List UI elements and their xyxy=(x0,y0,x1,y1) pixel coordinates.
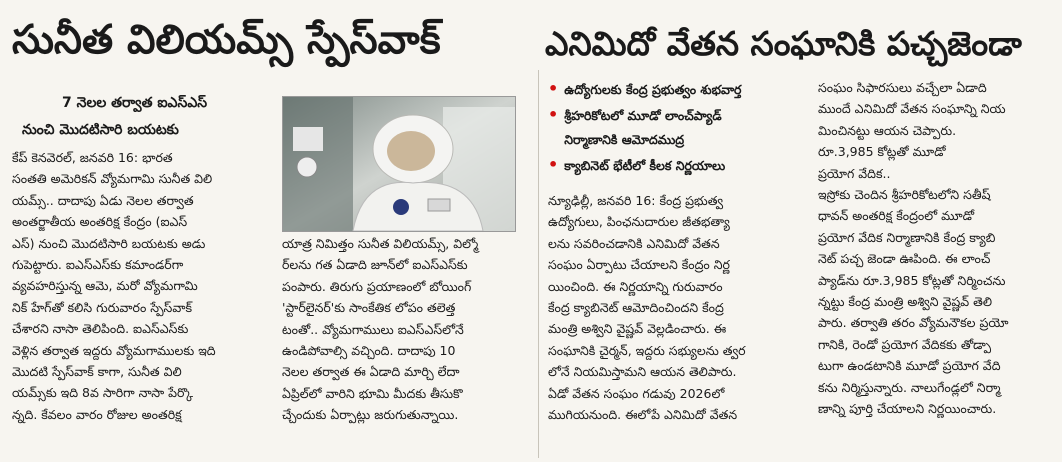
left-article-column-2 xyxy=(282,233,534,426)
bullet-dot-icon: • xyxy=(548,79,559,98)
article-line: ర్‌లను గత ఏడాది జూన్‌లో ఐఎస్ఎస్‌కు xyxy=(282,257,468,273)
left-headline: సునీత విలియమ్స్ స్పేస్‌వాక్ xyxy=(12,17,441,63)
article-line: లోనే నియమిస్తామని ఆయన తెలిపారు. xyxy=(548,364,737,380)
article-line: యాత్ర నిమిత్తం సునీత విలియమ్స్, విల్మో xyxy=(282,236,479,251)
article-line: ప్రయోగ వేదిక.. xyxy=(818,165,891,181)
left-subheading-1: 7 నెలల తర్వాత ఐఎస్ఎస్ xyxy=(62,95,208,111)
article-line: ణాన్ని పూర్తి చేయాలని నిర్ణయించారు. xyxy=(818,401,997,417)
article-line: సంతతి అమెరికన్ వ్యోమగామి సునీత విలి xyxy=(12,171,213,187)
article-line: రూ.3,985 కోట్లతో మూడో xyxy=(818,144,946,160)
article-line: ఎస్) నుంచి మొదటిసారి బయటకు అడు xyxy=(12,235,206,251)
article-line: చ్చేందుకు ఏర్పాట్లు జరుగుతున్నాయి. xyxy=(282,407,459,423)
article-line: సంఘం సిఫారసులు వచ్చేలా ఏడాది xyxy=(818,80,987,95)
article-line: కేంద్ర క్యాబినెట్ ఆమోదించిందని కేంద్ర xyxy=(548,300,724,316)
bullet-item xyxy=(548,104,810,152)
bullet-dot-icon: • xyxy=(548,105,559,124)
bullet-text: ఉద్యోగులకు కేంద్ర ప్రభుత్వం శుభవార్త xyxy=(564,82,742,97)
article-line: వెళ్లిన తర్వాత ఇద్దరు వ్యోమగాములకు ఇది xyxy=(12,342,216,358)
bullet-text: శ్రీహరికోటలో మూడో లాంచ్‌ప్యాడ్ xyxy=(564,108,722,123)
right-article-column-2 xyxy=(818,77,1058,420)
article-line: మొదటి స్పేస్‌వాక్ కాగా, సునీత విలి xyxy=(12,364,182,380)
article-line: సంఘం ఏర్పాటు చేయాలని కేంద్రం నిర్ణ xyxy=(548,257,730,273)
right-bullet-list xyxy=(548,78,810,180)
left-article-column-1 xyxy=(12,147,274,425)
article-line: సంఘానికి చైర్మన్, ఇద్దరు సభ్యులను త్వర xyxy=(548,342,746,358)
article-line: న్నట్టు కేంద్ర మంత్రి అశ్విని వైష్ణవ్ తెలి xyxy=(818,294,993,310)
article-line: ఏడో వేతన సంఘం గడువు 2026లో xyxy=(548,385,725,401)
article-line: కను నిర్మిస్తున్నారు. నాలుగేండ్లలో నిర్మా xyxy=(818,379,1001,395)
article-line: నిక్ హేగ్‌తో కలిసి గురువారం స్పేస్‌వాక్ xyxy=(12,299,193,315)
article-line: నెట్ పచ్చ జెండా ఊపింది. ఈ లాంచ్ xyxy=(818,251,991,267)
article-line: మంత్రి అశ్విని వైష్ణవ్ వెల్లడించారు. ఈ xyxy=(548,321,727,337)
article-line: మించినట్టు ఆయన చెప్పారు. xyxy=(818,122,957,138)
bullet-text: నిర్మాణానికి ఆమోదముద్ర xyxy=(564,132,685,147)
article-line: వ్యవహరిస్తున్న ఆమె, మరో వ్యోమగామి xyxy=(12,278,198,294)
article-line: పారు. తర్వాతి తరం వ్యోమనౌకల ప్రయో xyxy=(818,315,1009,331)
article-line: ఇస్రోకు చెందిన శ్రీహరికోటలోని సతీష్ xyxy=(818,187,991,203)
article-line: ప్యాడ్‌ను రూ.3,985 కోట్లతో నిర్మించను xyxy=(818,272,1006,288)
article-line: న్నది. కేవలం వారం రోజుల అంతరిక్ష xyxy=(12,406,182,422)
bullet-item xyxy=(548,78,810,102)
article-line: న్యూఢిల్లీ, జనవరి 16: కేంద్ర ప్రభుత్వ xyxy=(548,193,724,208)
article-line: ప్రయోగ వేదిక నిర్మాణానికి కేంద్ర క్యాబి xyxy=(818,229,996,245)
column-divider xyxy=(538,70,539,458)
article-line: కేప్ కెనవెరల్, జనవరి 16: భారత xyxy=(12,150,173,165)
article-line: టుగా ఉండటానికి మూడో ప్రయోగ వేది xyxy=(818,358,1001,374)
astronaut-photo xyxy=(282,96,516,232)
article-line: నెలల తర్వాత ఈ ఏడాది మార్చి లేదా xyxy=(282,364,460,380)
bullet-dot-icon: • xyxy=(548,155,559,174)
article-line: గానికి, రెండో ప్రయోగ వేదికకు తోడ్పా xyxy=(818,336,992,352)
article-line: ఉండిపోవాల్సి వచ్చింది. దాదాపు 10 xyxy=(282,343,456,359)
article-line: గుపెట్టారు. ఐఎస్ఎస్‌కు కమాండర్‌గా xyxy=(12,257,184,273)
article-line: ముగియనుంది. ఈలోపే ఎనిమిదో వేతన xyxy=(548,407,738,423)
article-line: లను సవరించడానికి ఎనిమిదో వేతన xyxy=(548,235,720,251)
article-line: యమ్స్.. దాదాపు ఏడు నెలల తర్వాత xyxy=(12,192,194,208)
article-line: ఉద్యోగులు, పింఛనుదారుల జీతభత్యా xyxy=(548,214,730,230)
article-line: ముందే ఎనిమిదో వేతన సంఘాన్ని నియ xyxy=(818,101,1006,117)
article-line: పంపారు. తిరుగు ప్రయాణంలో బోయింగ్ xyxy=(282,278,472,294)
article-line: టంతో.. వ్యోమగాములు ఐఎస్ఎస్‌లోనే xyxy=(282,321,464,337)
left-subheading-2: నుంచి మొదటిసారి బయటకు xyxy=(22,122,179,138)
article-line: యించింది. ఈ నిర్ణయాన్ని గురువారం xyxy=(548,278,723,294)
article-line: యమ్స్‌కు ఇది 8వ సారిగా నాసా పేర్కొ xyxy=(12,385,194,401)
right-article-column-1 xyxy=(548,190,810,425)
article-line: అంతర్జాతీయ అంతరిక్ష కేంద్రం (ఐఎస్ xyxy=(12,214,188,230)
article-line: ధావన్ అంతరిక్ష కేంద్రంలో మూడో xyxy=(818,208,975,224)
article-line: చేశారని నాసా తెలిపింది. ఐఎస్ఎస్‌కు xyxy=(12,321,189,337)
right-headline: ఎనిమిదో వేతన సంఘానికి పచ్చజెండా xyxy=(545,24,1022,63)
bullet-item xyxy=(548,154,810,178)
article-line: ఏప్రిల్‌లో వారిని భూమి మీదకు తీసుకొ xyxy=(282,385,463,401)
article-line: 'స్టార్‌లైనర్'కు సాంకేతిక లోపం తలెత్త xyxy=(282,300,456,316)
bullet-text: క్యాబినెట్ భేటీలో కీలక నిర్ణయాలు xyxy=(564,158,726,173)
